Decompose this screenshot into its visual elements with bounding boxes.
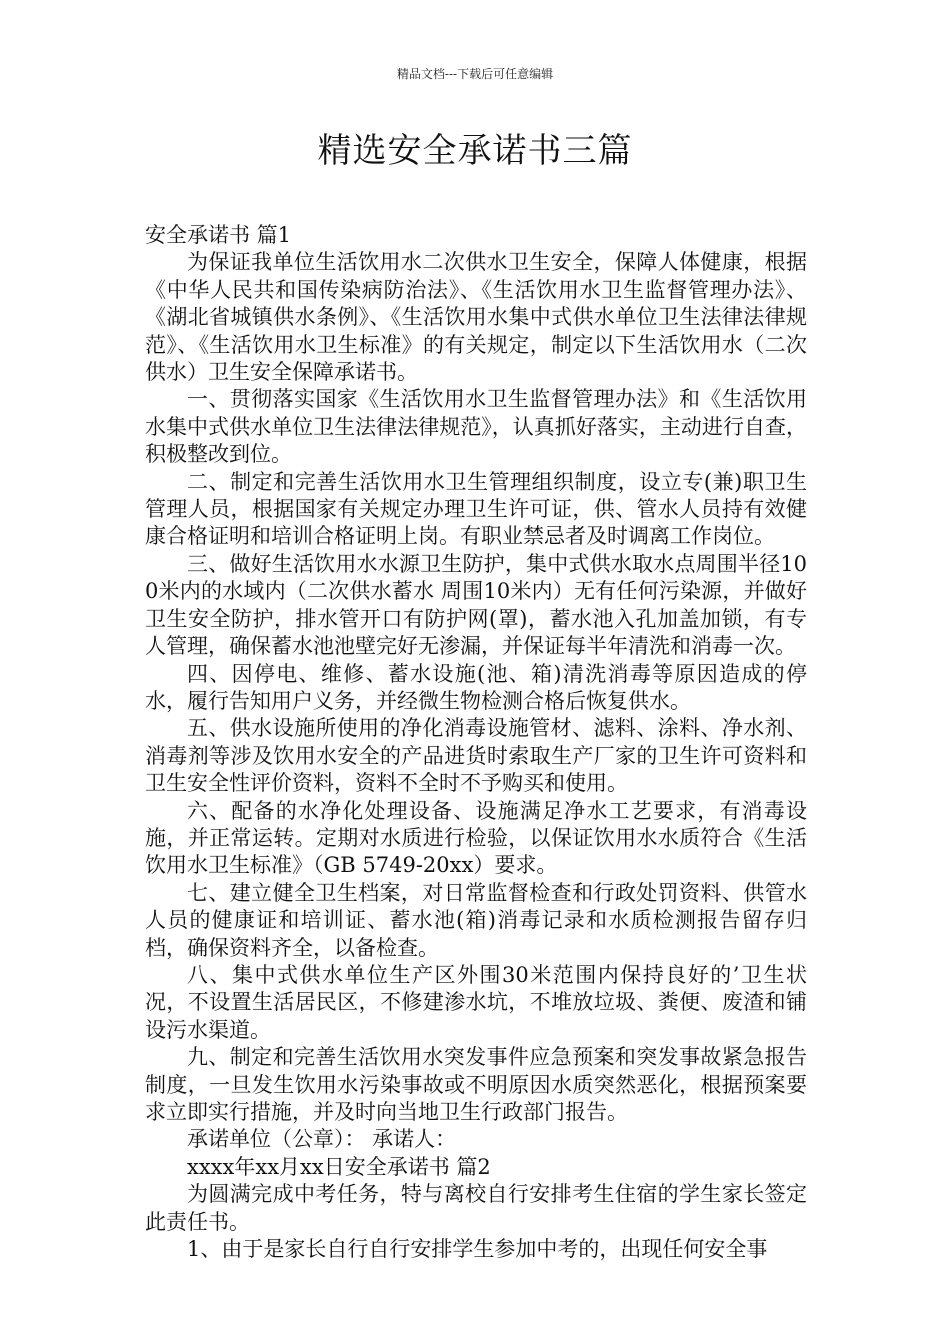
body-paragraph: 1、由于是家长自行自行安排学生参加中考的，出现任何安全事 xyxy=(187,1237,768,1262)
body-paragraph: 五、供水设施所使用的净化消毒设施管材、滤料、涂料、净水剂、消毒剂等涉及饮用水安全的产品进货时索取生产厂家的卫生许可资料和卫生安全性评价资料，资料不全时不予购买和使用。 xyxy=(145,716,807,796)
body-paragraph: 八、集中式供水单位生产区外围30米范围内保持良好的’卫生状况，不设置生活居民区，不修建渗水坑，不堆放垃圾、粪便、废渣和铺设污水渠道。 xyxy=(145,962,807,1042)
body-paragraph: 承诺单位（公章）： 承诺人： xyxy=(187,1127,457,1152)
document-body xyxy=(145,222,807,1263)
body-paragraph: 三、做好生活饮用水水源卫生防护，集中式供水取水点周围半径100米内的水域内（二次供水蓄水 周围10米内）无有任何污染源，并做好卫生安全防护，排水管开口有防护网(罩)，蓄水池入孔加盖加锁，有专人管理，确保蓄水池池壁完好无渗漏，并保证每半年清洗和消毒一次。 xyxy=(145,551,807,659)
page-title: 精选安全承诺书三篇 xyxy=(317,131,633,171)
body-paragraph: 六、配备的水净化处理设备、设施满足净水工艺要求，有消毒设施，并正常运转。定期对水质进行检验，以保证饮用水水质符合《生活饮用水卫生标准》（GB 5749-20xx）要求。 xyxy=(145,798,807,878)
header-note: 精品文档---下载后可任意编辑 xyxy=(396,67,554,81)
body-paragraph: 七、建立健全卫生档案，对日常监督检查和行政处罚资料、供管水人员的健康证和培训证、蓄水池(箱)消毒记录和水质检测报告留存归档，确保资料齐全，以备检查。 xyxy=(145,880,807,960)
body-paragraph: 为保证我单位生活饮用水二次供水卫生安全，保障人体健康，根据《中华人民共和国传染病防治法》、《生活饮用水卫生监督管理办法》、《湖北省城镇供水条例》、《生活饮用水集中式供水单位卫生法律法律规范》、《生活饮用水卫生标准》的有关规定，制定以下生活饮用水（二次供水）卫生安全保障承诺书。 xyxy=(145,250,807,385)
body-paragraph: 一、贯彻落实国家《生活饮用水卫生监督管理办法》和《生活饮用水集中式供水单位卫生法律法律规范》，认真抓好落实，主动进行自查，积极整改到位。 xyxy=(145,387,807,467)
body-paragraph: 九、制定和完善生活饮用水突发事件应急预案和突发事故紧急报告制度，一旦发生饮用水污染事故或不明原因水质突然恶化，根据预案要求立即实行措施，并及时向当地卫生行政部门报告。 xyxy=(145,1045,807,1124)
body-paragraph: xxxx年xx月xx日安全承诺书 篇2 xyxy=(187,1154,491,1179)
section-heading: 安全承诺书 篇1 xyxy=(145,223,292,247)
body-paragraph: 二、制定和完善生活饮用水卫生管理组织制度，设立专(兼)职卫生管理人员，根据国家有关规定办理卫生许可证，供、管水人员持有效健康合格证明和培训合格证明上岗。有职业禁忌者及时调离工作岗位。 xyxy=(145,469,807,549)
body-paragraph: 为圆满完成中考任务，特与离校自行安排考生住宿的学生家长签定此责任书。 xyxy=(145,1182,807,1234)
body-paragraph: 四、因停电、维修、蓄水设施(池、箱)清洗消毒等原因造成的停水，履行告知用户义务，并经微生物检测合格后恢复供水。 xyxy=(145,661,807,713)
